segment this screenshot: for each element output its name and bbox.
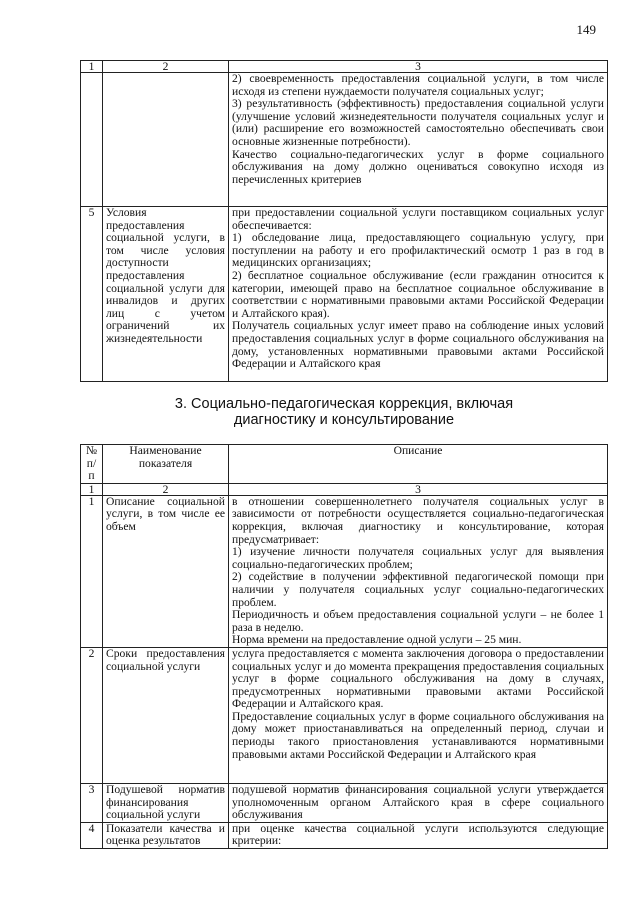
page-number: 149	[576, 22, 596, 37]
description-paragraph: 1) обследование лица, предоставляющего социальную услугу, при поступлении на работу и его профилактический осмотр 1 раз в год в медицинских организациях;	[232, 231, 604, 270]
column-number: 2	[103, 61, 229, 73]
description-paragraph: Предоставление социальных услуг в форме социального обслуживания на дому может приостанавливаться на определенный период, случаи и периоды такого приостановления устанавливаются нормативными правовыми актами Российской Федерации и Алтайского края	[232, 709, 604, 761]
description-paragraph: Качество социально-педагогических услуг в форме социального обслуживания на дому должно оцениваться совокупно исходя из перечисленных критериев	[232, 147, 604, 186]
indicator-description	[229, 822, 608, 848]
row-number: 1	[81, 495, 103, 647]
description-paragraph: при предоставлении социальной услуги поставщиком социальных услуг обеспечивается:	[232, 206, 604, 232]
row-number	[81, 73, 103, 207]
header-row	[81, 445, 608, 484]
indicator-name: Подушевой норматив финансирования социальной услуги	[103, 783, 229, 822]
indicator-description	[229, 647, 608, 783]
row-number: 2	[81, 647, 103, 783]
indicator-name: Показатели качества и оценка результатов	[103, 822, 229, 848]
indicator-description	[229, 495, 608, 647]
description-paragraph: Периодичность и объем предоставления социальной услуги – не более 1 раза в неделю.	[232, 608, 604, 634]
service-table	[80, 444, 608, 849]
table-continued	[80, 60, 608, 382]
description-paragraph: подушевой норматив финансирования социальной услуги утверждается уполномоченным органом Алтайского края в сфере социального обслуживания	[232, 782, 604, 822]
column-number: 1	[81, 483, 103, 495]
header-description: Описание	[229, 445, 608, 484]
indicator-description	[229, 207, 608, 382]
column-number: 3	[229, 61, 608, 73]
description-paragraph: 2) содействие в получении эффективной педагогической помощи при наличии у получателя социальных услуг социально-педагогических проблем.	[232, 570, 604, 609]
table-row	[81, 822, 608, 848]
column-number: 3	[229, 483, 608, 495]
indicator-description	[229, 73, 608, 207]
description-paragraph: Получатель социальных услуг имеет право на соблюдение иных условий предоставления социальных услуг в форме социального обслуживания на дому, установленных нормативными правовыми актами Российской Федерации и Алтайского края	[232, 319, 604, 371]
column-number: 1	[81, 61, 103, 73]
description-paragraph: 2) своевременность предоставления социальной услуги, в том числе исходя из степени нуждаемости получателя социальных услуг;	[232, 72, 604, 98]
indicator-description	[229, 783, 608, 822]
indicator-name: Сроки предоставления социальной услуги	[103, 647, 229, 783]
description-paragraph: 2) бесплатное социальное обслуживание (если гражданин относится к категории, имеющей право на бесплатное социальное обслуживание в соответствии с нормативными правовыми актами Российской Федерации и Алтайского края).	[232, 268, 604, 320]
indicator-name	[103, 73, 229, 207]
row-number: 3	[81, 783, 103, 822]
description-paragraph: 1) изучение личности получателя социальных услуг для выявления социально-педагогических проблем;	[232, 545, 604, 571]
header-name: Наименование показателя	[103, 445, 229, 484]
table-row	[81, 783, 608, 822]
description-paragraph: 3) результативность (эффективность) предоставления социальной услуги (улучшение условий жизнедеятельности получателя социальных услуг и (или) расширение его возможностей самостоятельно обеспечивать свои основные жизненные потребности).	[232, 97, 604, 148]
description-paragraph: в отношении совершеннолетнего получателя социальных услуг в зависимости от потребности осуществляется социально-педагогическая коррекция, включая диагностику и консультирование, которая предусматривает:	[232, 494, 604, 546]
column-number: 2	[103, 483, 229, 495]
table-row	[81, 207, 608, 382]
column-numbers-row	[81, 61, 608, 73]
header-number: № п/п	[81, 445, 103, 484]
section-heading-line: 3. Социально-педагогическая коррекция, включая	[174, 396, 514, 412]
section-heading	[80, 396, 608, 428]
section-heading-line: диагностику и консультирование	[233, 412, 455, 428]
indicator-name: Описание социальной услуги, в том числе ее объем	[103, 495, 229, 647]
row-number: 5	[81, 207, 103, 382]
description-paragraph: при оценке качества социальной услуги используются следующие критерии:	[232, 821, 604, 848]
table-row	[81, 647, 608, 783]
column-numbers-row	[81, 483, 608, 495]
description-paragraph: услуга предоставляется с момента заключения договора о предоставлении социальных услуг и до момента прекращения предоставления социальных услуг в форме социального обслуживания на дому в случаях, предусмотренных нормативными правовыми актами Российской Федерации и Алтайского края.	[232, 646, 604, 711]
row-number: 4	[81, 822, 103, 848]
description-paragraph: Норма времени на предоставление одной услуги – 25 мин.	[232, 633, 522, 647]
indicator-name: Условия предоставления социальной услуги, в том числе условия доступности предоставления социальной услуги для инвалидов и других лиц с учетом ограничений их жизнедеятельности	[103, 207, 229, 382]
table-row	[81, 73, 608, 207]
table-row	[81, 495, 608, 647]
